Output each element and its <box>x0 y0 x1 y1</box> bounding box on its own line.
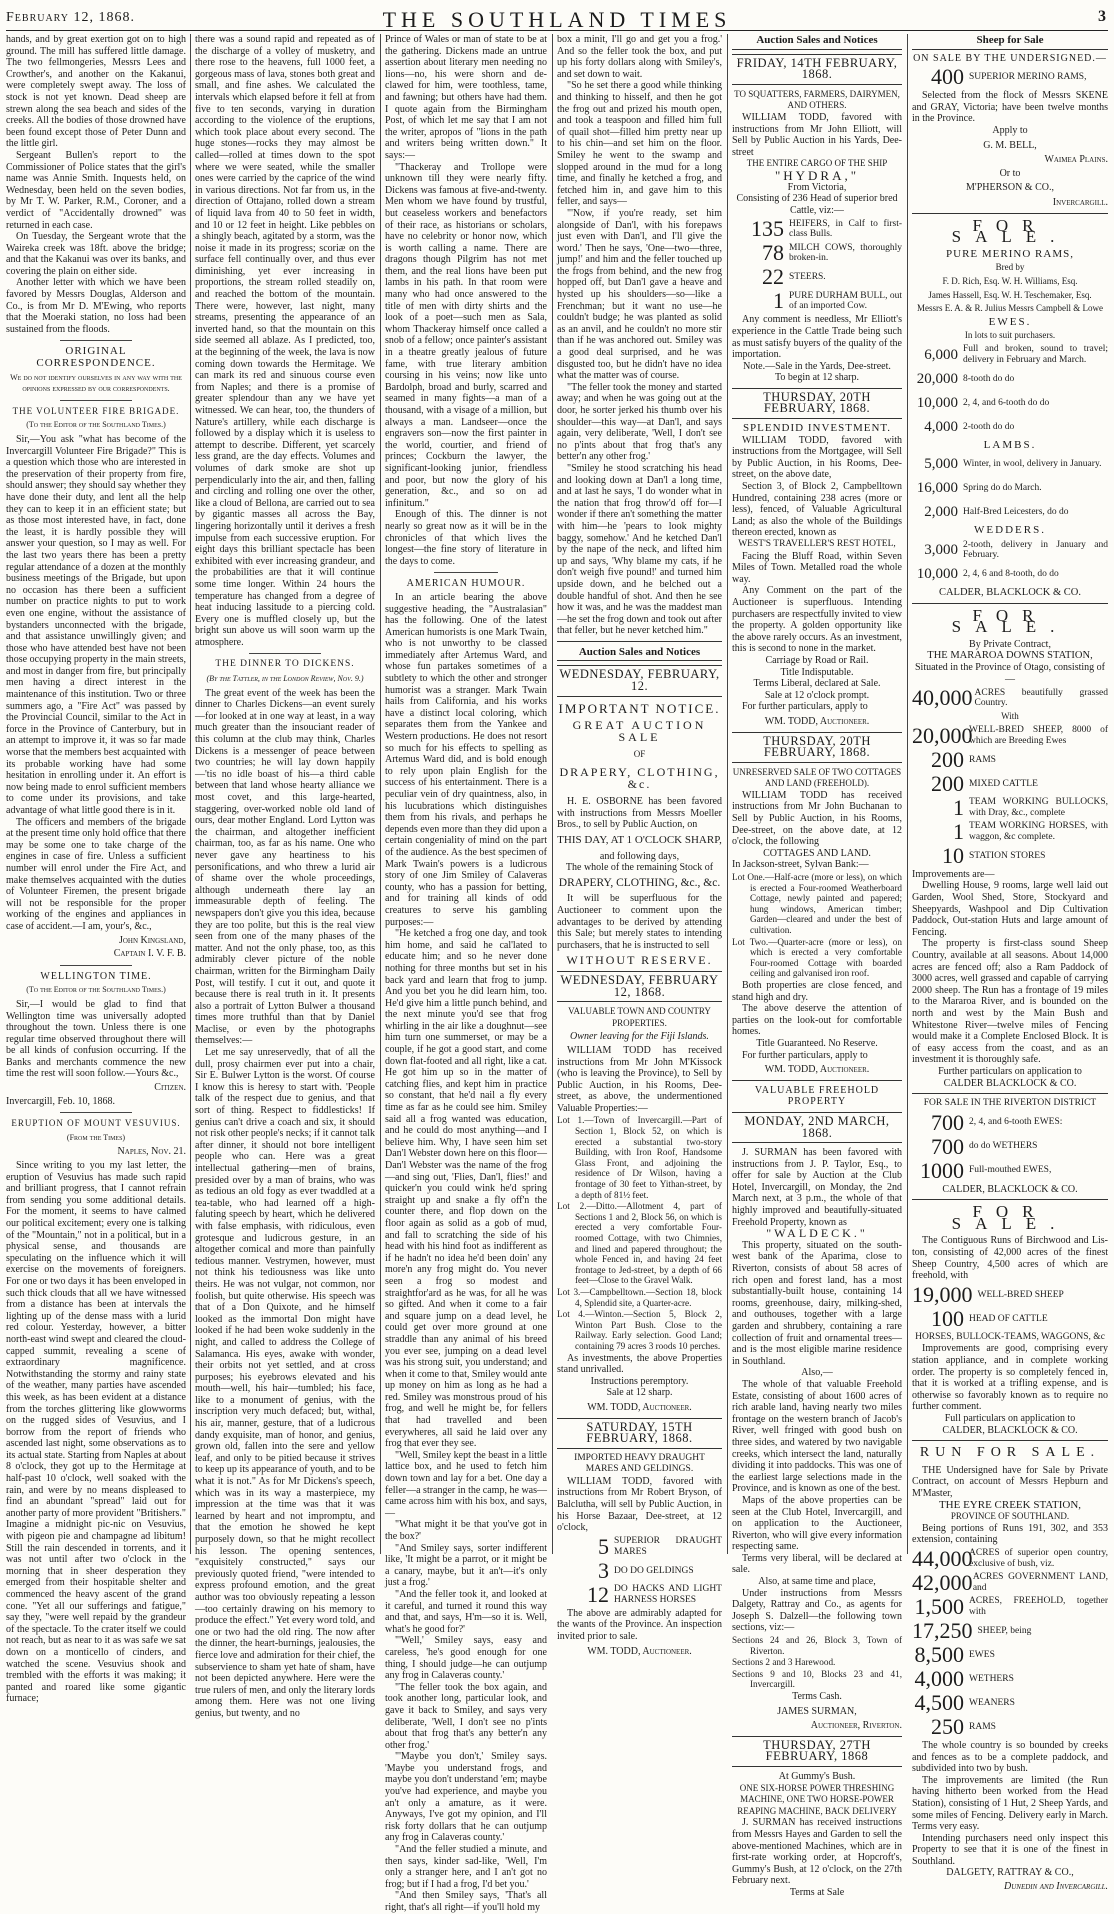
notice-heading: THIS DAY, AT 1 O'CLOCK SHARP, <box>557 834 722 846</box>
ship-name: "HYDRA," <box>774 167 860 183</box>
stock-line: 1000 Full-mouthed EWES, <box>920 1157 1052 1183</box>
notice-text: The improvements are limited (the Run having hitherto been worked from the Head Station), consisting of 1 Hut, 2 Sheep Yards, and some miles of Fencing. Delivery early in March. Terms very easy. <box>912 1774 1108 1833</box>
auctioneer-location: Auctioneer, Riverton. <box>810 1720 902 1732</box>
notice-text: Any comment is needless, Mr Elliott's experience in the Cattle Trade being such as must satisfy buyers of the quality of the importation. <box>732 314 902 361</box>
notice-text: WILLIAM TODD, favored with instructions from Mr Robert Bryson, of Balclutha, will sell by Public Auction, in his Horse Bazaar, Dee-street, at 12 o'clock, <box>557 1475 722 1534</box>
notice-heading: LAMBS. <box>983 438 1037 451</box>
divider <box>434 572 499 573</box>
notice-text: To begin at 12 sharp. <box>774 372 859 384</box>
column-2 <box>195 34 375 1719</box>
stock-line: 10,000 2, 4, and 6-tooth do do <box>916 394 1050 411</box>
newspaper-title: THE SOUTHLAND TIMES <box>382 7 732 32</box>
notice-heading: WEST'S TRAVELLER'S REST HOTEL, <box>738 539 896 549</box>
notice-text: By Private Contract, <box>969 638 1051 650</box>
article-paragraph: "The feller took the money and started away; and when he was going out at the door, he sorter jerked his thumb over his shoulder—this way—at Dan'l, and says again, very deliberate, 'Well, I don't see no p'ints about that frog that's any better'n any other frog.' <box>557 381 722 463</box>
letter-paragraph: Sir,—I would be glad to find that Wellington time was universally adopted throughout the town. Unless there is one regular time observed throughout there will be all kinds of confusion occurring. If the Banks and merchants commence the new time the rest will soon follow.—Yours &c., <box>6 998 186 1080</box>
lot-item: Lot Two.—Quarter-acre (more or less), on which is erected a very comfortable Four-roomed Cottage with boarded ceiling and galvanised iron roof. <box>732 936 902 979</box>
lot-item: Lot 1.—Town of Invercargill.—Part of Section 1, Block 52, on which is erected a substantial two-story Building, with Iron Roof, Handsome Glass Front, and adjoining the residence of Dr Wilson, having a frontage of 30 feet to Yithan-street, by a depth of 81½ feet. <box>557 1115 722 1200</box>
notice-text: WILLIAM TODD has received instructions from Mr John M'Kissock (who is leaving the Province), to Sell by Public Auction, in his Rooms, Dee-street, as above, the undermentioned Valuable Properties:— <box>557 1044 722 1114</box>
dateline: Naples, Nov. 21. <box>117 1146 186 1158</box>
notice-text: From Victoria, <box>787 181 847 193</box>
sale-date: WEDNESDAY, FEBRUARY 12, 1868. <box>557 971 722 1002</box>
divider <box>912 1093 1108 1094</box>
article-paragraph: "Smiley he stood scratching his head and looking down at Dan'l a long time, and at last he says, 'I do wonder what in the nation that frog throw'd off for—I wonder if there an't something the matter with him—he 'pears to look mighty baggy, somehow.' And he ketched Dan'l by the nape of the neck, and lifted him up and says, 'Why blame my cats, if he don't weigh five pound!' and turned him upside down, and he belched out a double handful of shot. And then he see how it was, and he was the maddest man—he set the frog down and took out after that feller, but he never ketched him." <box>557 462 722 637</box>
notice-text: Full particulars on application to <box>944 1413 1076 1424</box>
stock-line: 20,000 8-tooth do do <box>916 370 1015 387</box>
column-1 <box>6 34 186 1705</box>
notice-text: WILLIAM TODD, favored with instructions from Mr John Elliott, will Sell by Public Auction in his Yards, Dee-street <box>732 111 902 158</box>
notice-heading: DRAPERY, CLOTHING, &c., &c. <box>558 876 721 889</box>
notice-text: Note.—Sale in the Yards, Dee-street. <box>743 360 891 372</box>
notice-heading: VALUABLE TOWN AND COUNTRY PROPERTIES. <box>568 1006 711 1028</box>
stock-line: 4,500 WEANERS <box>914 1689 1015 1715</box>
article-paragraph: On Tuesday, the Sergeant wrote that the Waireka creek was 18ft. above the bridge; and that the Kakanui was over its banks, and covering the plain on either side. <box>6 231 186 277</box>
notice-text: Under instructions from Messrs Dalgety, Rattray and Co., as agents for Joseph S. Dalzell—the following town sections, viz:— <box>732 1587 902 1634</box>
divider <box>912 603 1108 604</box>
sale-date: FRIDAY, 14TH FEBRUARY, 1868. <box>732 54 902 85</box>
page-number: 3 <box>1098 8 1106 25</box>
notice-text: J. SURMAN has received instructions from Messrs Hayes and Garden to sell the above-mentioned Machines, which are in first-rate working order, at Hopcroft's, Gummy's Bush, at 12 o'clock, on the 27th February next. <box>732 1817 902 1887</box>
stock-line: 40,000 ACRES beautifully grassed Country. <box>912 685 1108 711</box>
stock-line: 17,250 SHEEP, being <box>912 1617 1032 1643</box>
agent: CALDER, BLACKLOCK & CO. <box>942 1183 1078 1195</box>
notice-heading: TO SQUATTERS, FARMERS, DAIRYMEN, AND OTHERS. <box>734 88 900 111</box>
article-paragraph: there was a sound rapid and repeated as of the discharge of a volley of musketry, and there rose to the heavens, full 1000 feet, a gorgeous mass of lava, stones both great and small, and fine ashes. We calculated the intervals which elapsed before it fell at from five to ten seconds, varying in duration according to the violence of the eruptions, which took place about every second. The huge stones—rocks they may almost be called—rolled at times down to the spot where we were seated, while the smaller ones were carried by the caprice of the wind in various directions. Not far from us, in the direction of Ottajano, rolled down a stream of liquid lava from 40 to 50 feet in width, and 10 or 12 feet in height. Like pebbles on a shingly beach, agitated by a storm, was the noise it made in its progress; scoriæ on the surface fell continually over, and thus ever diminishing, yet ever increasing in proportions, the stream rolled steadily on, and reached the bottom of the mountain. There were, however, last night, many streams, presenting the appearance of an inverted hand, so that the mountain on this side seemed all ablaze. As I predicted, too, at the beginning of the week, the lava is now coming down towards the Hermitage. We can mark its red and sinuous course even from Naples; and there is a promise of greater splendour than any we have yet witnessed. We can hear, too, the thunders of Nature's artillery, while each discharge is followed by a display which it is useless to attempt to describe. Different, yet scarcely less grand, are the day effects. Volumes and volumes of dark smoke are shot up perpendicularly into the air, and then, falling and circling and rolling one over the other, like a cloud of Bellona, are carried out to sea by gigantic masses all across the Bay, lingering horizontally until it derives a fresh impulse from each successive eruption. For eight days this brilliant spectacle has been exhibited with ever increasing grandeur, and the probabilities are that it will continue some time longer. Within 24 hours the temperature has changed from a degree of heat inducing lassitude to a piercing cold. Every one is muffled closely up, but the bright sun above us will soon warm up the atmosphere. <box>195 34 375 648</box>
stock-line: 8,500 EWES <box>914 1641 995 1667</box>
article-paragraph: In an article bearing the above suggestive heading, the "Australasian" has the following. One of the latest American humorists is one Mark Twain, who is not unworthy to be classed immediately after Artemus Ward, and whose fun partakes sometimes of a subtlety to which the other and stronger humorist was a stranger. Mark Twain hails from California, and his works have a distinct local coloring, which separates them from the Yankee and Western productions. He does not resort so much for his effects to spelling as Artemus Ward did, and is bold enough to rely upon plain English for the success of his entertainment. There is a peculiar vein of dry quaintness, also, in his lucubrations which distinguishes them from his rivals, and perhaps he depends even more than they did upon a certain congeniality of mind on the part of the audience. As the best specimen of Mark Twain's powers is a ludicrous story of one Jim Smiley of Calaveras county, who has a passion for betting, and for training all kinds of odd creatures to serve his gambling purposes:— <box>385 591 547 928</box>
stock-line: 1 TEAM WORKING HORSES, with waggon, &c complete. <box>953 818 1108 844</box>
article-paragraph: "And Smiley says, sorter indifferent like, 'It might be a parrot, or it might be a canary, maybe, but it an't—it's only just a frog.' <box>385 1542 547 1589</box>
notice-heading: THE MARAROA DOWNS STATION, <box>927 650 1093 662</box>
auctioneer: WM. TODD, Auctioneer. <box>587 1401 692 1413</box>
stock-line: 44,000 ACRES of superior open country, exclusive of bush, viz. <box>912 1545 1108 1571</box>
notice-text: The property is first-class sound Sheep Country, available at all seasons. About 14,000 acres are fenced off; also a Ram Paddock of 3000 acres, well grassed and capable of carrying 2000 sheep. The Run has a frontage of 19 miles to the Mararoa River, and is bounded on the north and west by the Main Bush and Whitestone River—twelve miles of Fencing would make it a Complete Enclosed Block. It is of easy access from the coast, and as an investment it is thoroughly safe. <box>912 938 1108 1066</box>
stock-line: 2,000 Half-Bred Leicesters, do do <box>924 504 1069 521</box>
article-paragraph: Let me say unreservedly, that of all the dull, prosy chairmen ever put into a chair, Sir E. Bulwer Lytton is the worst. Of course I know this is heresy to start with. 'People talk of the respect due to genius, and that sort of thing. Respect to fiddlesticks! If genius can't drive a coach and six, it should not risk other people's necks; if it cannot talk after dinner, it should not bore intelligent people who can. Here was a great intellectual gathering—men of brains, presided over by a man of brains, who was as tedious an old fogy as ever twaddled at a tea-table, who had learned off a high-faluting speech by heart, which he delivered with false emphasis, with ridiculous, even grotesque and ludicrous gesture, in an altogether comical and more than painfully tedious manner. Vestrymen, however, must not think his tediousness was like unto theirs. He was not vulgar, not common, nor foolish, but quite otherwise. His speech was that of a Don Quixote, and he himself looked as the immortal Don might have looked if he had been woke suddenly in the night, and called to address the College of Salamanca. His eyes, awake with wonder, their orbits not yet settled, and at cross purposes; his eyebrows elevated and his mouth—well, his hair—tumbled; his face, like to a monument of genius, with the inscription very much defaced; but, withal, his air, manner, gesture, that of a ludicrous dandy exquisite, man of honor, and genius, grown old, fallen into the sere and yellow leaf, and only to be pitied because it strives to keep up its appearance of youth, and to be what it is not." As for Mr Dickens's speech, which was in its way a masterpiece, my impression at the time was that it was learned by heart and not impromptu, and that the emotion he showed he kept purposely down, so that he might recollect his lesson. The opening sentences, "exquisitely constructed," says our previously quoted friend, "were intended to express profound emotion, and the great author was too obviously repeating a lesson—too certainly drawing on his memory to produce the effect." Yet every word told, and one or two had the old ring. The now after the dinner, the heart-burnings, jealousies, the fierce love and admiration for their chief, the subservience to sham yet hate of sham, have not been depicted anywhere. Here were the true rulers of men, and only the literary lords among them. Here was not one living genius, but twenty, and no <box>195 1047 375 1719</box>
notice-heading: WEDDERS. <box>974 524 1046 537</box>
article-heading: ERUPTION OF MOUNT VESUVIUS. <box>11 1118 181 1129</box>
breeder-line: James Hassell, Esq. W. H. Teschemaker, Esq. <box>928 289 1092 300</box>
notice-text: The above are admirably adapted for the wants of the Province. An inspection invited prior to sale. <box>557 1607 722 1643</box>
notice-text: The whole of the remaining Stock of <box>565 862 714 874</box>
notice-text: Maps of the above properties can be seen at the Club Hotel, Invercargill, and on application to the Auctioneer, Riverton, who will give every information respecting same. <box>732 1494 902 1553</box>
notice-text: Selected from the flock of Messrs SKENE and GRAY, Victoria; have been twelve months in the Province. <box>912 90 1108 125</box>
notice-text: Being portions of Runs 191, 302, and 353 extension, containing <box>912 1522 1108 1546</box>
stock-line: 3,000 2-tooth, delivery in January and February. <box>924 539 1108 561</box>
notice-text: Situated in the Province of Otago, consisting of— <box>915 662 1105 685</box>
signature-title: Captain I. V. F. B. <box>113 948 186 960</box>
article-paragraph: "What might it be that you've got in the box?' <box>385 1519 547 1542</box>
section-heading: Sheep for Sale <box>912 34 1108 50</box>
notice-text: Terms very liberal, will be declared at sale. <box>732 1552 902 1576</box>
stock-line: 22 STEERS. <box>762 264 826 290</box>
article-heading: THE DINNER TO DICKENS. <box>215 659 355 670</box>
sale-date: THURSDAY, 20TH FEBRUARY, 1868. <box>732 732 902 763</box>
notice-text: Sale at 12 o'clock prompt. <box>764 689 870 701</box>
stock-line: 5 SUPERIOR DRAUGHT MARES <box>598 1533 722 1559</box>
article-paragraph: "So he set there a good while thinking and thinking to hisself, and then he got the frog out and prized his mouth open, and took a teaspoon and filled him full of quail shot—filled him pretty near up to his chin—and set him on the floor. Smiley he went to the swamp and slopped around in the mud for a long time, and finally he ketched a frog, and fetched him in, and gave him to this feller, and says— <box>557 80 722 208</box>
notice-text: Carriage by Road or Rail. <box>765 654 869 666</box>
article-paragraph: The great event of the week has been the dinner to Charles Dickens—an event surely—for looked at in one way at least, in a way much greater than the insouciant reader of this column at the club may think, Charles Dickens is a messenger of peace between two countries; he will lay down happily—'tis no idle boast of his—a third cable between that land whose hearty alliance we most covet, and this large-hearted, staggering, over-worked noble old land of ours, dear mother England. Lord Lytton was the chairman, and altogether inefficient chairman, too, as far as his name. One who never gave any heartiness to his personifications, and who threw a lurid air of shame over the whole proceedings, although underneath there lay an immeasurable depth of feeling. The newspapers don't give you this idea, because they are too polite, but this is the real view seen from one of the many phases of the matter. And not the only phase, too, as this admirably clever picture of the noble chairman, written for the Birmingham Daily Post, will testify. I cut it out, and quote it because there is real truth in it. It presents also a portrait of Lytton Bulwer a thousand times more truthful than that by Daniel Maclise, or even by the photographs themselves:— <box>195 687 375 1047</box>
notice-text: Terms Cash. <box>792 1691 842 1702</box>
signature: John Kingsland, <box>118 934 186 946</box>
article-paragraph: "And then Smiley says, 'That's all right, that's all right—if you'll hold my <box>385 1890 547 1913</box>
notice-heading: FOR SALE. <box>951 215 1069 247</box>
notice-text: Both properties are close fenced, and stand high and dry. <box>732 979 902 1003</box>
article-paragraph: "'Well,' Smiley says, easy and careless, 'he's good enough for one thing, I should judge—he can outjump any frog in Calaveras county.' <box>385 1635 547 1682</box>
divider <box>60 340 132 341</box>
notice-heading: FOR SALE. <box>951 605 1069 637</box>
article-paragraph: Another letter with which we have been favored by Messrs Douglas, Alderson and Co., is from Mr D. M'Ewing, who reports that the Moeraki station, no loss had been sustained from the floods. <box>6 277 186 335</box>
stock-line: 5,000 Winter, in wool, delivery in January. <box>924 456 1102 473</box>
sale-date: WEDNESDAY, FEBRUARY, 12. <box>557 665 722 696</box>
notice-text: Intending purchasers need only inspect this Property to see that it is one of the finest in Southland. <box>912 1832 1108 1867</box>
stock-line: 200 MIXED CATTLE <box>931 770 1038 796</box>
notice-text: and following days, <box>599 850 680 862</box>
notice-text: Section 3, of Block 2, Campbelltown Hundred, containing 238 acres (more or less), fenced, of Valuable Agricultural Land; as also the whole of the Buildings thereon erected, known as <box>732 481 902 539</box>
stock-line: 12 DO HACKS AND LIGHT HARNESS HORSES <box>587 1581 722 1607</box>
article-paragraph: Prince of Wales or man of state to be at the gathering. Dickens made an untrue assertion about literary men needing no lions—no, his were shorn and de-clawed for him, were toothless, tame, and fawning; but others have had them. I quote again from the Birmingham Post, of which let me say that I am not the writer, apropos of "lions in the path and writers being written down." It says:— <box>385 34 547 161</box>
notice-heading: THE EYRE CREEK STATION, <box>938 1498 1082 1511</box>
article-source: (From the Times) <box>66 1132 126 1142</box>
property-name: "WALDECK." <box>766 1226 868 1241</box>
lot-item: Lot 3.—Campbelltown.—Section 18, block 4, Splendid site, a Quarter-acre. <box>557 1286 722 1308</box>
notice-text: The whole of that valuable Freehold Estate, consisting of about 1600 acres of rich arable land, having nearly two miles frontage on the western branch of Jacob's River, well fringed with good bush on three sides, and watered by two navigable creeks, which intersect the land, naturally dividing it into paddocks. This was one of the earliest large selections made in the Province, and is known as one of the best. <box>732 1378 902 1495</box>
notice-text: In Jackson-street, Sylvan Bank:— <box>732 859 869 871</box>
divider <box>912 1199 1108 1200</box>
column-rule <box>380 34 381 1554</box>
lot-item: Lot One.—Half-acre (more or less), on which is erected a Four-roomed Weatherboard Cottage, newly painted and papered; hung windows, American timber; Garden—cleared and under the best of cultivation. <box>732 872 902 935</box>
notice-text: Also, at same time and place, <box>758 1576 876 1588</box>
notice-heading: RUN FOR SALE. <box>919 1445 1101 1461</box>
section-heading: Auction Sales and Notices <box>557 646 722 662</box>
article-paragraph: "He ketched a frog one day, and took him home, and said he cal'lated to educate him; and so he never done nothing for three months but set in his back yard and learn that frog to jump. And you bet you he did learn him, too. He'd give him a little punch behind, and the next minute you'd see that frog whirling in the air like a doughnut—see him turn one summerset, or may be a couple, if he got a good start, and come down flat-footed and all right, like a cat. He got him up so in the matter of catching flies, and kept him in practice so constant, that he'd nail a fly every time as far as he could see him. Smiley said all a frog wanted was education, and he could do most anything—and I believe him. Why, I have seen him set Dan'l Webster down here on this floor—Dan'l Webster was the name of the frog—and sing out, 'Flies, Dan'l, flies!' and quicker'n you could wink he'd spring straight up and snake a fly off'n the counter there, and flop down on the floor again as solid as a gob of mud, and fall to scratching the side of his head with his hind foot as indifferent as if he hadn't no idea he'd been doin' any more'n any frog might do. You never seen a frog so modest and straightfor'ard as he was, for all he was so gifted. And when it come to a fair and square jump on a dead level, he could get over more ground at one straddle than any animal of his breed you ever see, jumping on a dead level was his strong suit, you understand; and when it come to that, Smiley would ante up money on him as long as he had a red. Smiley was monstrous proud of his frog, and well he might be, for fellers that had travelled and been everywheres, all said he laid over any frog that ever they see. <box>385 928 547 1450</box>
notice-text: Consisting of 236 Head of superior bred Cattle, viz:— <box>736 193 898 216</box>
letter-heading: THE VOLUNTEER FIRE BRIGADE. <box>12 405 180 416</box>
stock-line: 42,000 ACRES GOVERNMENT LAND, and <box>912 1569 1108 1595</box>
stock-line: 6,000 Full and broken, sound to travel; delivery in February and March. <box>924 344 1108 365</box>
auctioneer: JAMES SURMAN, <box>777 1705 857 1717</box>
issue-date: February 12, 1868. <box>6 10 136 25</box>
agent-location: Invercargill. <box>1052 196 1108 208</box>
lot-item: Sections 2 and 3 Harewood. <box>732 1657 836 1668</box>
notice-text: Bred by <box>995 262 1025 273</box>
notice-heading: PROVINCE OF SOUTHLAND. <box>950 1511 1070 1522</box>
stock-line: 200 RAMS <box>931 746 996 772</box>
notice-text: Facing the Bluff Road, within Seven Miles of Town. Metalled road the whole way. <box>732 550 902 585</box>
column-4 <box>557 34 722 1657</box>
stock-line: 16,000 Spring do do March. <box>916 480 1042 497</box>
notice-text: Title Guaranteed. No Reserve. <box>756 1037 878 1049</box>
stock-line: 1 PURE DURHAM BULL, out of an imported Cow. <box>773 288 902 314</box>
article-paragraph: Enough of this. The dinner is not nearly so great now as it will be in the chronicles of that which lives the longest—the fine story of literature in the days to come. <box>385 509 547 567</box>
notice-text: The Contiguous Runs of Birchwood and Lis- ton, consisting of 42,000 acres of the finest Sheep Country, 4,500 acres of which are freehold, with <box>912 1235 1108 1282</box>
notice-heading: ON SALE BY THE UNDERSIGNED.— <box>913 52 1107 64</box>
notice-text: Dwelling House, 9 rooms, large well laid out Garden, Wool Shed, Store, Stockyard and Sheepyards, Washpool and Dip Cultivation Paddock, Out-station Huts and large amount of Fencing. <box>912 880 1108 938</box>
notice-text: J. SURMAN has been favored with instructions from J. P. Taylor, Esq., to offer for sale by Auction at the Club Hotel, Invercargill, on Monday, the 2nd March next, at 3 p.m., the whole of that highly improved and beautifully-situated Freehold Property, known as <box>732 1147 902 1228</box>
article-paragraph: Since writing to you my last letter, the eruption of Vesuvius has made such rapid and brilliant progress, that I cannot refrain from sending you some additional details. For the moment, it seems to have calmed our political excitement; every one is talking of the "Mountain," not in a political, but in a physical sense, and thousands are speculating on the influence which it will exercise on the movements of foreigners. For one or two days it has been enveloped in such thick clouds that all we have witnessed from a distance has been at intervals the lighting up of the dense mass with a lurid red colour. Yesterday, however, a bitter north-east wind swept and cleared the cloud-capped summit, revealing a scene of extraordinary magnificence. Notwithstanding the stormy and rainy state of the weather, many parties have ascended this week, as has been evident at a distance from the torches glittering like glowworms on the rugged sides of Vesuvius, and I borrow from the report of friends who ascended last night, some observations as to its actual state. Starting from Naples at about 8 o'clock, they got up to the Hermitage at half-past 10 o'clock, well soaked with the rain, and were by no means displeased to find an abundant "spread" laid out for another party of more provident "Britishers." Imagine a midnight pic-nic on Vesuvius, with pigeon pie and champagne ad libitum! Still the rain descended in torrents, and it was not until after two o'clock in the morning that in sheer desperation they emerged from their hospitable shelter and commenced the heavy ascent of the grand cone. "Yet all our sufferings and fatigue," say they, "were well repaid by the grandeur of the spectacle. To the crater itself we could not reach, but as near to it as was safe we sat down on a monticello of cinders, and watched the scene. Vesuvius shook and trembled with the efforts it was making; it panted and roared like some gigantic furnace; <box>6 1160 186 1705</box>
article-paragraph: hands, and by great exertion got on to high ground. The mill has suffered little damage. The two fellmongeries, Messrs Lees and Crowther's, and another on the Kakanui, were completely swept away. The loss of stock is not yet known. Dead sheep are strewn along the sea beach and sides of the creeks. All the bodies of those drowned have been found except those of Peter Dunn and the little girl. <box>6 34 186 150</box>
notice-text: For further particulars, apply to <box>742 701 868 713</box>
letter-heading: WELLINGTON TIME. <box>40 970 152 982</box>
masthead <box>6 2 1108 31</box>
article-paragraph: "And the feller took it, and looked at it careful, and turned it round this way and that, and says, H'm—so it is. Well, what's he good for?' <box>385 1588 547 1635</box>
letter-paragraph: The officers and members of the brigade at the present time only hold office that there may be some one to take charge of the engines in case of fire. Unless a sufficient number will enrol under the Fire Act, and make themselves acquainted with the duties of Volunteer Firemen, the present brigade will not be responsible for the proper working of the engines and appliances in case of accident.—I am, your's, &c., <box>6 816 186 932</box>
notice-text: THE Undersigned have for Sale by Private Contract, on account of Messrs Hepburn and M'Master, <box>912 1464 1108 1499</box>
notice-text: Terms at Sale <box>789 1886 845 1898</box>
article-paragraph: "The feller took the box again, and took another long, particular look, and gave it back to Smiley, and says very deliberate, 'Well, I don't see no p'ints about that frog that's any better'n any other frog.' <box>385 1681 547 1751</box>
stock-line: 400 SUPERIOR MERINO RAMS, <box>931 64 1087 90</box>
auctioneer: WM. TODD, Auctioneer. <box>764 1064 870 1076</box>
auctioneer: WM. TODD, Auctioneer. <box>764 715 870 727</box>
notice-heading: THE ENTIRE CARGO OF THE SHIP <box>746 158 888 169</box>
notice-heading: FOR SALE IN THE RIVERTON DISTRICT <box>923 1098 1097 1109</box>
notice-text: Title Indisputable. <box>780 666 854 678</box>
stock-line: 78 MILCH COWS, thoroughly broken-in. <box>762 240 902 266</box>
letter-paragraph: Sir,—You ask "what has become of the Invercargill Volunteer Fire Brigade?" This is a question which those who are interested in the preservation of their property from fire, should answer; they should say whether they have done their duty, and lent all the help they can to keep it in an efficient state; but as those most interested have, in fact, done the least, it is hardly possible they will answer your question, so I may as well. For the last two years there has been a pretty regular attendance of a dozen at the monthly business meetings of the Brigade, but upon no occasion has there been a sufficient number on practice nights to put to work even one engine, without the assistance of bystanders unconnected with the brigade, and that assistance unwillingly given; and those who have attended best have not been those occupying property in the main streets, and most in danger from fire, but principally men having a direct interest in the maintenance of this institution. Two or three summers ago, a "Fire Act" was passed by the Provincial Council, similar to the Act in force in the Province of Canterbury, but in an attempt to improve it, it was so far made worse that the members best acquainted with its probable working have had some hesitation in enrolling under it. An effort is now being made to enrol sufficient members to come under its provisions, and take advantage of what little good there is in it. <box>6 434 186 816</box>
auctioneer: WM. TODD, Auctioneer. <box>587 1645 692 1657</box>
notice-heading: IMPORTED HEAVY DRAUGHT MARES AND GELDINGS. <box>574 1452 705 1475</box>
notice-heading: SPLENDID INVESTMENT. <box>742 422 892 435</box>
column-rule <box>552 34 553 1554</box>
stock-line: 10,000 2, 4, 6 and 8-tooth, do do <box>916 566 1059 583</box>
letter-subheading: (To the Editor of the Southland Times.) <box>26 985 166 995</box>
lot-item: Sections 24 and 26, Block 3, Town of Riverton. <box>732 1635 902 1656</box>
article-paragraph: "'Now, if you're ready, set him alongside of Dan'l, with his forepaws just even with Dan'l, and I'll give the word.' Then he says, 'One—two—three, jump!' and him and the feller touched up the frogs from behind, and the new frog hopped off, but Dan'l gave a heave and hysted up his shoulders—so—like a Frenchman; but it want no use—he couldn't budge; he was planted as solid as an anvil, and he couldn't no more stir than if he was anchored out. Smiley was a good deal surprised, and he was disgusted too, but he didn't have no idea what the matter was of course. <box>557 207 722 382</box>
article-paragraph: "Well, Smiley kept the beast in a little lattice box, and he used to fetch him down town and lay for a bet. One day a feller—a stranger in the camp, he was—came across him with his box, and says,— <box>385 1449 547 1519</box>
agent: CALDER BLACKLOCK & CO. <box>943 1077 1077 1089</box>
divider <box>60 965 132 966</box>
stock-line: 100 HEAD OF CATTLE <box>931 1305 1048 1331</box>
notice-text: Further particulars on application to <box>938 1065 1082 1077</box>
notice-text: At Gummy's Bush. <box>778 1770 856 1782</box>
notice-text: WILLIAM TODD, favored with instructions from the Mortgagee, will Sell by Public Auction, in his Rooms, Dee-street, on the above date, <box>732 434 902 481</box>
breeder-line: F. D. Rich, Esq. W. H. Williams, Esq. <box>942 275 1078 286</box>
section-heading: Auction Sales and Notices <box>732 34 902 50</box>
notice-heading: FOR SALE. <box>951 1202 1069 1233</box>
divider <box>249 653 321 654</box>
signature: Citizen. <box>154 1082 186 1094</box>
notice-heading: COTTAGES AND LAND. <box>763 847 871 859</box>
notice-text: WILLIAM TODD has received instructions from Mr John Buchanan to Sell by Public Auction, in his Rooms, Dee-street, on the above date, at 12 o'clock, the following <box>732 789 902 848</box>
notice-heading: GREAT AUCTION SALE <box>572 718 707 744</box>
notice-heading: WITHOUT RESERVE. <box>566 953 713 968</box>
agent: CALDER, BLACKLOCK & CO. <box>942 1424 1078 1436</box>
stock-line: 700 do do WETHERS <box>931 1133 1038 1159</box>
letter-date: Invercargill, Feb. 10, 1868. <box>6 1095 115 1107</box>
stock-line: 700 2, 4, and 6-tooth EWES: <box>931 1109 1063 1135</box>
notice-heading: IMPORTANT NOTICE. <box>558 700 721 716</box>
column-rule <box>727 34 728 1554</box>
stock-line: 250 RAMS <box>931 1713 996 1739</box>
article-paragraph: "And the feller studied a minute, and then says, kinder sad-like, 'Well, I'm only a stranger here, and I an't got no frog; but if I had a frog, I'd bet you.' <box>385 1844 547 1890</box>
letter-subheading: (To the Editor of the Southland Times.) <box>26 420 166 430</box>
stock-line: 3 DO DO GELDINGS <box>598 1557 694 1583</box>
column-6 <box>912 34 1108 1893</box>
article-paragraph: Sergeant Bullen's report to the Commissioner of Police states that the girl's name was Annie Smith. Inquests held, on Wednesday, been held on the seven bodies, by Mr T. W. Parker, R.M., Coroner, and a verdict of "Accidentally drowned" was returned in each case. <box>6 149 186 231</box>
agent: M'PHERSON & CO., <box>966 182 1054 194</box>
breeder-line: Messrs E. A. & R. Julius Messrs Campbell & Lowe <box>917 303 1103 314</box>
notice-text: The whole country is so bounded by creeks and fences as to be a complete paddock, and subdivided into two by bush. <box>912 1739 1108 1775</box>
agent: CALDER, BLACKLOCK & CO. <box>938 587 1082 599</box>
article-source: (By the Tattler, in the London Review, Nov. 9.) <box>206 674 364 684</box>
sale-date: SATURDAY, 15TH FEBRUARY, 1868. <box>557 1418 722 1449</box>
notice-text: Any Comment on the part of the Auctioneer is superfluous. Intending purchasers are respectfully invited to view the property. A golden opportunity like the above rarely occurs. As an investment, this is second to none in the market. <box>732 585 902 655</box>
notice-text: Terms Liberal, declared at Sale. <box>753 678 881 690</box>
stock-line: 1 TEAM WORKING BULLOCKS, with Dray, &c., complete <box>953 794 1108 820</box>
notice-text: As investments, the above Properties stand unrivalled. <box>557 1352 722 1376</box>
notice-text: OF <box>633 749 646 760</box>
divider <box>912 1440 1108 1441</box>
column-3 <box>385 34 547 1913</box>
notice-text: Also,— <box>801 1367 833 1379</box>
divider <box>60 400 132 401</box>
notice-text: The above deserve the attention of parties on the look-out for comfortable homes. <box>732 1003 902 1038</box>
stock-line: 10 STATION STORES <box>942 842 1046 868</box>
agent: G. M. BELL, <box>983 139 1037 151</box>
sale-date: MONDAY, 2ND MARCH, 1868. <box>732 1112 902 1143</box>
divider <box>912 213 1108 214</box>
notice-text: With <box>1001 711 1019 722</box>
article-paragraph: box a minit, I'll go and get you a frog.' And so the feller took the box, and put up his forty dollars along with Smiley's, and set down to wait. <box>557 34 722 80</box>
stock-line: 19,000 WELL-BRED SHEEP <box>912 1281 1064 1307</box>
notice-text: For further particulars, apply to <box>742 1049 868 1061</box>
notice-heading: HORSES, BULLOCK-TEAMS, WAGGONS, &c <box>915 1331 1105 1342</box>
stock-line: 1,500 ACRES, FREEHOLD, together with <box>914 1593 1108 1619</box>
notice-heading: PURE MERINO RAMS, <box>946 247 1074 260</box>
divider <box>60 1112 132 1113</box>
lot-item: Sections 9 and 10, Blocks 23 and 41, Invercargill. <box>732 1668 902 1690</box>
article-paragraph: "Thackeray and Trollope were unknown till they were nearly fifty. Dickens was famous at five-and-twenty. Men whom we have found by trustful, but ceaseless workers and benefactors of their race, as historians or scholars, have no celebrity or honor now, which is worth calling a name. There are dragons though Pilgrim has not met them, and the real lions have been put lambs in his path. In that room were many who had once answered to the title of men with dirty shirts and the look of a poet—such men as Sala, whom Thackeray himself once called a snob of a fellow; once painter's assistant in a theatre greatly jealous of future fame, with true literary ambition coursing in his veins; now like unto Bardolph, broad and burly, scarred and seamed in many fights—a man of a thousand, with a visage of a million, but always a man. Landseer—once the engravers son—now the first painter in the world, courtier, and friend of princes; Cockburn the lawyer, the significant-looking junior, friendless and poor, but now the glory of his generation, &c., and so on ad infinitum." <box>385 161 547 509</box>
notice-text: Sale at 12 sharp. <box>606 1387 673 1399</box>
stock-line: 20,000 WELL-BRED SHEEP, 8000 of which are Breeding Ewes <box>912 722 1108 748</box>
agent: DALGETY, RATTRAY & CO., <box>946 1867 1074 1879</box>
lot-item: Lot 2.—Ditto.—Allotment 4, part of Sections 1 and 2, Block 56, on which is erected a very comfortable Four-roomed Cottage, with two Chimnies, and lined and papered throughout; the whole Fenced in, and having 24 feet frontage to Jed-street, by a depth of 66 feet—Close to the Gravel Walk. <box>557 1201 722 1286</box>
notice-text: In lots to suit purchasers. <box>964 330 1056 341</box>
notice-text: Or to <box>999 167 1021 179</box>
lot-item: Lot 4.—Winton.—Section 5, Block 2, Winton Part Bush. Close to the Railway. Early selection. Good Land; containing 79 acres 3 roods 10 perches. <box>557 1309 722 1351</box>
notice-text: Instructions peremptory. <box>590 1375 689 1387</box>
stock-line: 4,000 WETHERS <box>914 1665 1014 1691</box>
column-rule <box>907 34 908 1554</box>
sale-date: THURSDAY, 27TH FEBRUARY, 1868 <box>732 1736 902 1767</box>
article-heading: AMERICAN HUMOUR. <box>406 578 526 590</box>
column-5 <box>732 34 902 1898</box>
editorial-note: We do not identify ourselves in any way with the opinions expressed by our correspondents. <box>10 372 182 394</box>
divider <box>732 1080 902 1081</box>
section-heading: ORIGINAL CORRESPONDENCE. <box>36 345 156 370</box>
notice-text: Owner leaving for the Fiji Islands. <box>570 1031 709 1043</box>
notice-heading: UNRESERVED SALE OF TWO COTTAGES AND LAND (FREEHOLD). <box>732 766 902 789</box>
divider <box>557 641 722 642</box>
notice-text: Improvements are— <box>912 868 995 880</box>
notice-heading: VALUABLE FREEHOLD PROPERTY <box>754 1084 880 1108</box>
sale-date: THURSDAY, 20TH FEBRUARY, 1868. <box>732 388 902 419</box>
article-paragraph: "'Maybe you don't,' Smiley says. 'Maybe you understand frogs, and maybe you don't understand 'em; maybe you've had experience, and maybe you an't only a amature, as it were. Anyways, I've got my opinion, and I'll risk forty dollars that he can outjump any frog in Calaveras county.' <box>385 1751 547 1844</box>
stock-line: 135 HEIFERS, in Calf to first-class Bulls. <box>751 216 902 242</box>
notice-text: H. E. OSBORNE has been favored with instructions from Messrs Moeller Bros., to sell by Public Auction, on <box>557 796 722 831</box>
notice-text: Apply to <box>992 124 1028 136</box>
notice-heading: DRAPERY, CLOTHING, &c. <box>559 765 720 791</box>
notice-text: Improvements are good, comprising every station appliance, and in complete working order. The property is so completely fenced in, that it is worked at a trifling expense, and is otherwise so favorably known as to require no further comment. <box>912 1343 1108 1413</box>
agent-location: Dunedin and Invercargill. <box>1004 1881 1108 1893</box>
stock-line: 4,000 2-tooth do do <box>924 418 1015 435</box>
notice-heading: EWES. <box>988 315 1032 328</box>
notice-heading: ONE SIX-HORSE POWER THRESHING MACHINE, ONE TWO HORSE-POWER REAPING MACHINE, BACK DELIVERY <box>737 1782 897 1816</box>
notice-text: It will be superfluous for the Auctioneer to comment upon the advantages to be derived by attending this Sale; but merely states to intending purchasers, that he is instructed to sell <box>557 893 722 951</box>
notice-text: This property, situated on the south-west bank of the Aparima, close to Riverton, consists of about 58 acres of rich open and forest land, has a most substantially-built house, containing 14 rooms, greenhouse, dairy, milking-shed, and outhouses, together with a large garden and shrubbery, containing a rare collection of fruit and ornamental trees—and is the most eligible marine residence in Southland. <box>732 1239 902 1367</box>
agent-location: Waimea Plains. <box>1044 154 1108 166</box>
column-rule <box>190 34 191 1554</box>
